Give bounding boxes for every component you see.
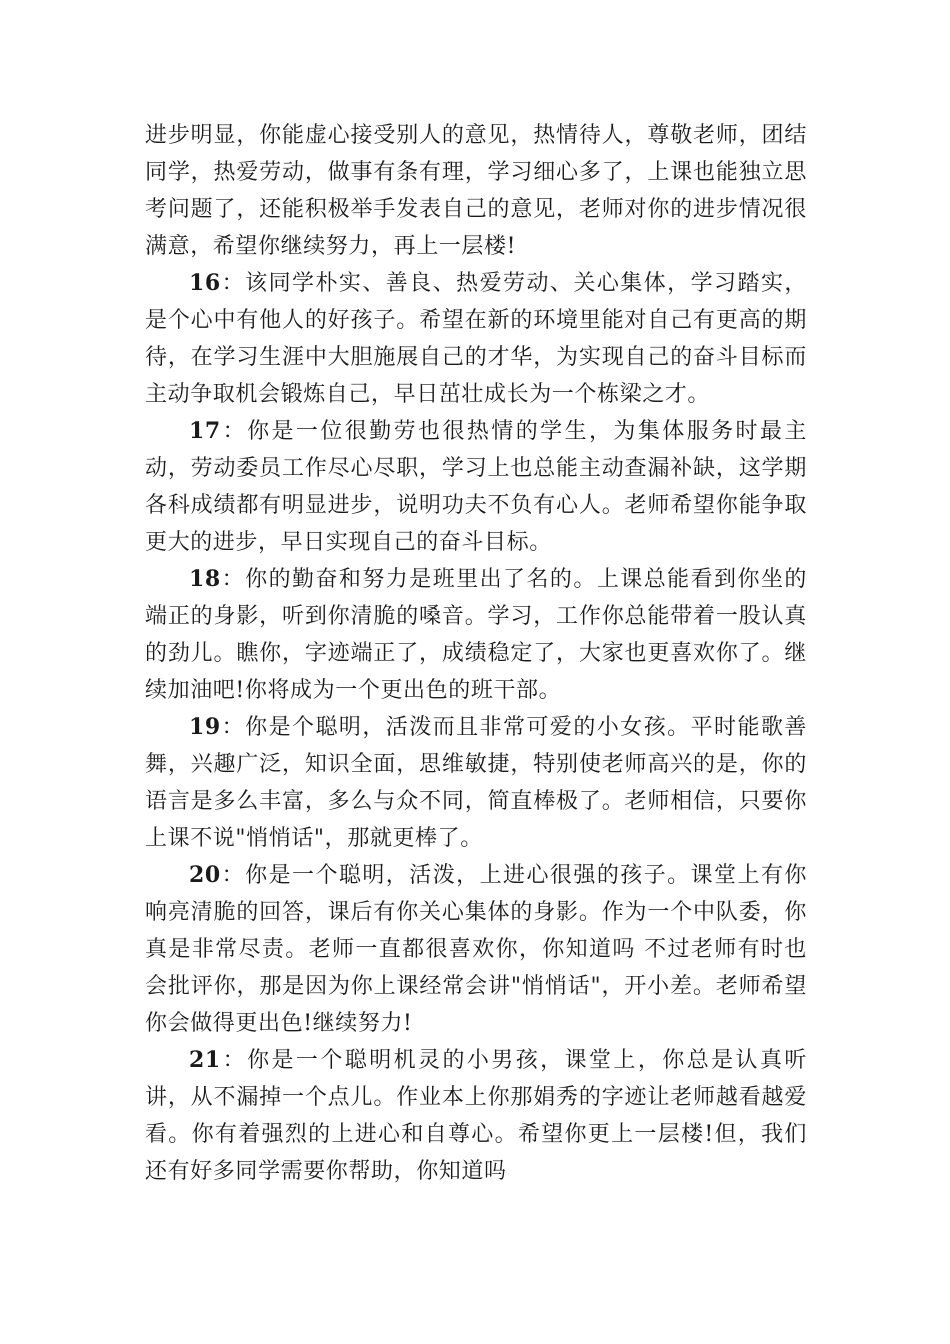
paragraph-21: [145, 1042, 807, 1190]
paragraph-16: [145, 265, 807, 413]
paragraph-17: [145, 413, 807, 561]
paragraph-text: 进步明显，你能虚心接受别人的意见，热情待人，尊敬老师，团结同学，热爱劳动，做事有条有理，学习细心多了，上课也能独立思考问题了，还能积极举手发表自己的意见，老师对你的进步情况很满意，希望你继续努力，再上一层楼!: [145, 123, 807, 259]
paragraph-number: 17: [189, 418, 221, 444]
paragraph-text: ：该同学朴实、善良、热爱劳动、关心集体，学习踏实，是个心中有他人的好孩子。希望在新的环境里能对自己有更高的期待，在学习生涯中大胆施展自己的才华，为实现自己的奋斗目标而主动争取机会锻炼自己，早日茁壮成长为一个栋梁之才。: [145, 271, 807, 407]
paragraph-number: 19: [189, 714, 221, 740]
paragraph-20: [145, 857, 807, 1042]
paragraph-continuation: [145, 117, 807, 265]
paragraph-number: 21: [189, 1047, 221, 1073]
document-body: [145, 117, 807, 1190]
paragraph-number: 16: [189, 270, 221, 296]
paragraph-text: ：你是一个聪明，活泼，上进心很强的孩子。课堂上有你响亮清脆的回答，课后有你关心集体的身影。作为一个中队委，你真是非常尽责。老师一直都很喜欢你，你知道吗 不过老师有时也会批评你，那是因为你上课经常会讲"悄悄话"，开小差。老师希望你会做得更出色!继续努力!: [145, 863, 807, 1036]
paragraph-text: ：你是一个聪明机灵的小男孩，课堂上，你总是认真听讲，从不漏掉一个点儿。作业本上你那娟秀的字迹让老师越看越爱看。你有着强烈的上进心和自尊心。希望你更上一层楼!但，我们还有好多同学需要你帮助，你知道吗: [145, 1048, 807, 1184]
paragraph-number: 20: [189, 862, 221, 888]
paragraph-text: ：你是一位很勤劳也很热情的学生，为集体服务时最主动，劳动委员工作尽心尽职，学习上也总能主动查漏补缺，这学期各科成绩都有明显进步，说明功夫不负有心人。老师希望你能争取更大的进步，早日实现自己的奋斗目标。: [145, 419, 807, 555]
paragraph-number: 18: [189, 566, 221, 592]
paragraph-text: ：你的勤奋和努力是班里出了名的。上课总能看到你坐的端正的身影，听到你清脆的嗓音。学习，工作你总能带着一股认真的劲儿。瞧你，字迹端正了，成绩稳定了，大家也更喜欢你了。继续加油吧!你将成为一个更出色的班干部。: [145, 567, 807, 703]
paragraph-19: [145, 709, 807, 857]
paragraph-18: [145, 561, 807, 709]
paragraph-text: ：你是个聪明，活泼而且非常可爱的小女孩。平时能歌善舞，兴趣广泛，知识全面，思维敏捷，特别使老师高兴的是，你的语言是多么丰富，多么与众不同，简直棒极了。老师相信，只要你上课不说"悄悄话"，那就更棒了。: [145, 715, 807, 851]
